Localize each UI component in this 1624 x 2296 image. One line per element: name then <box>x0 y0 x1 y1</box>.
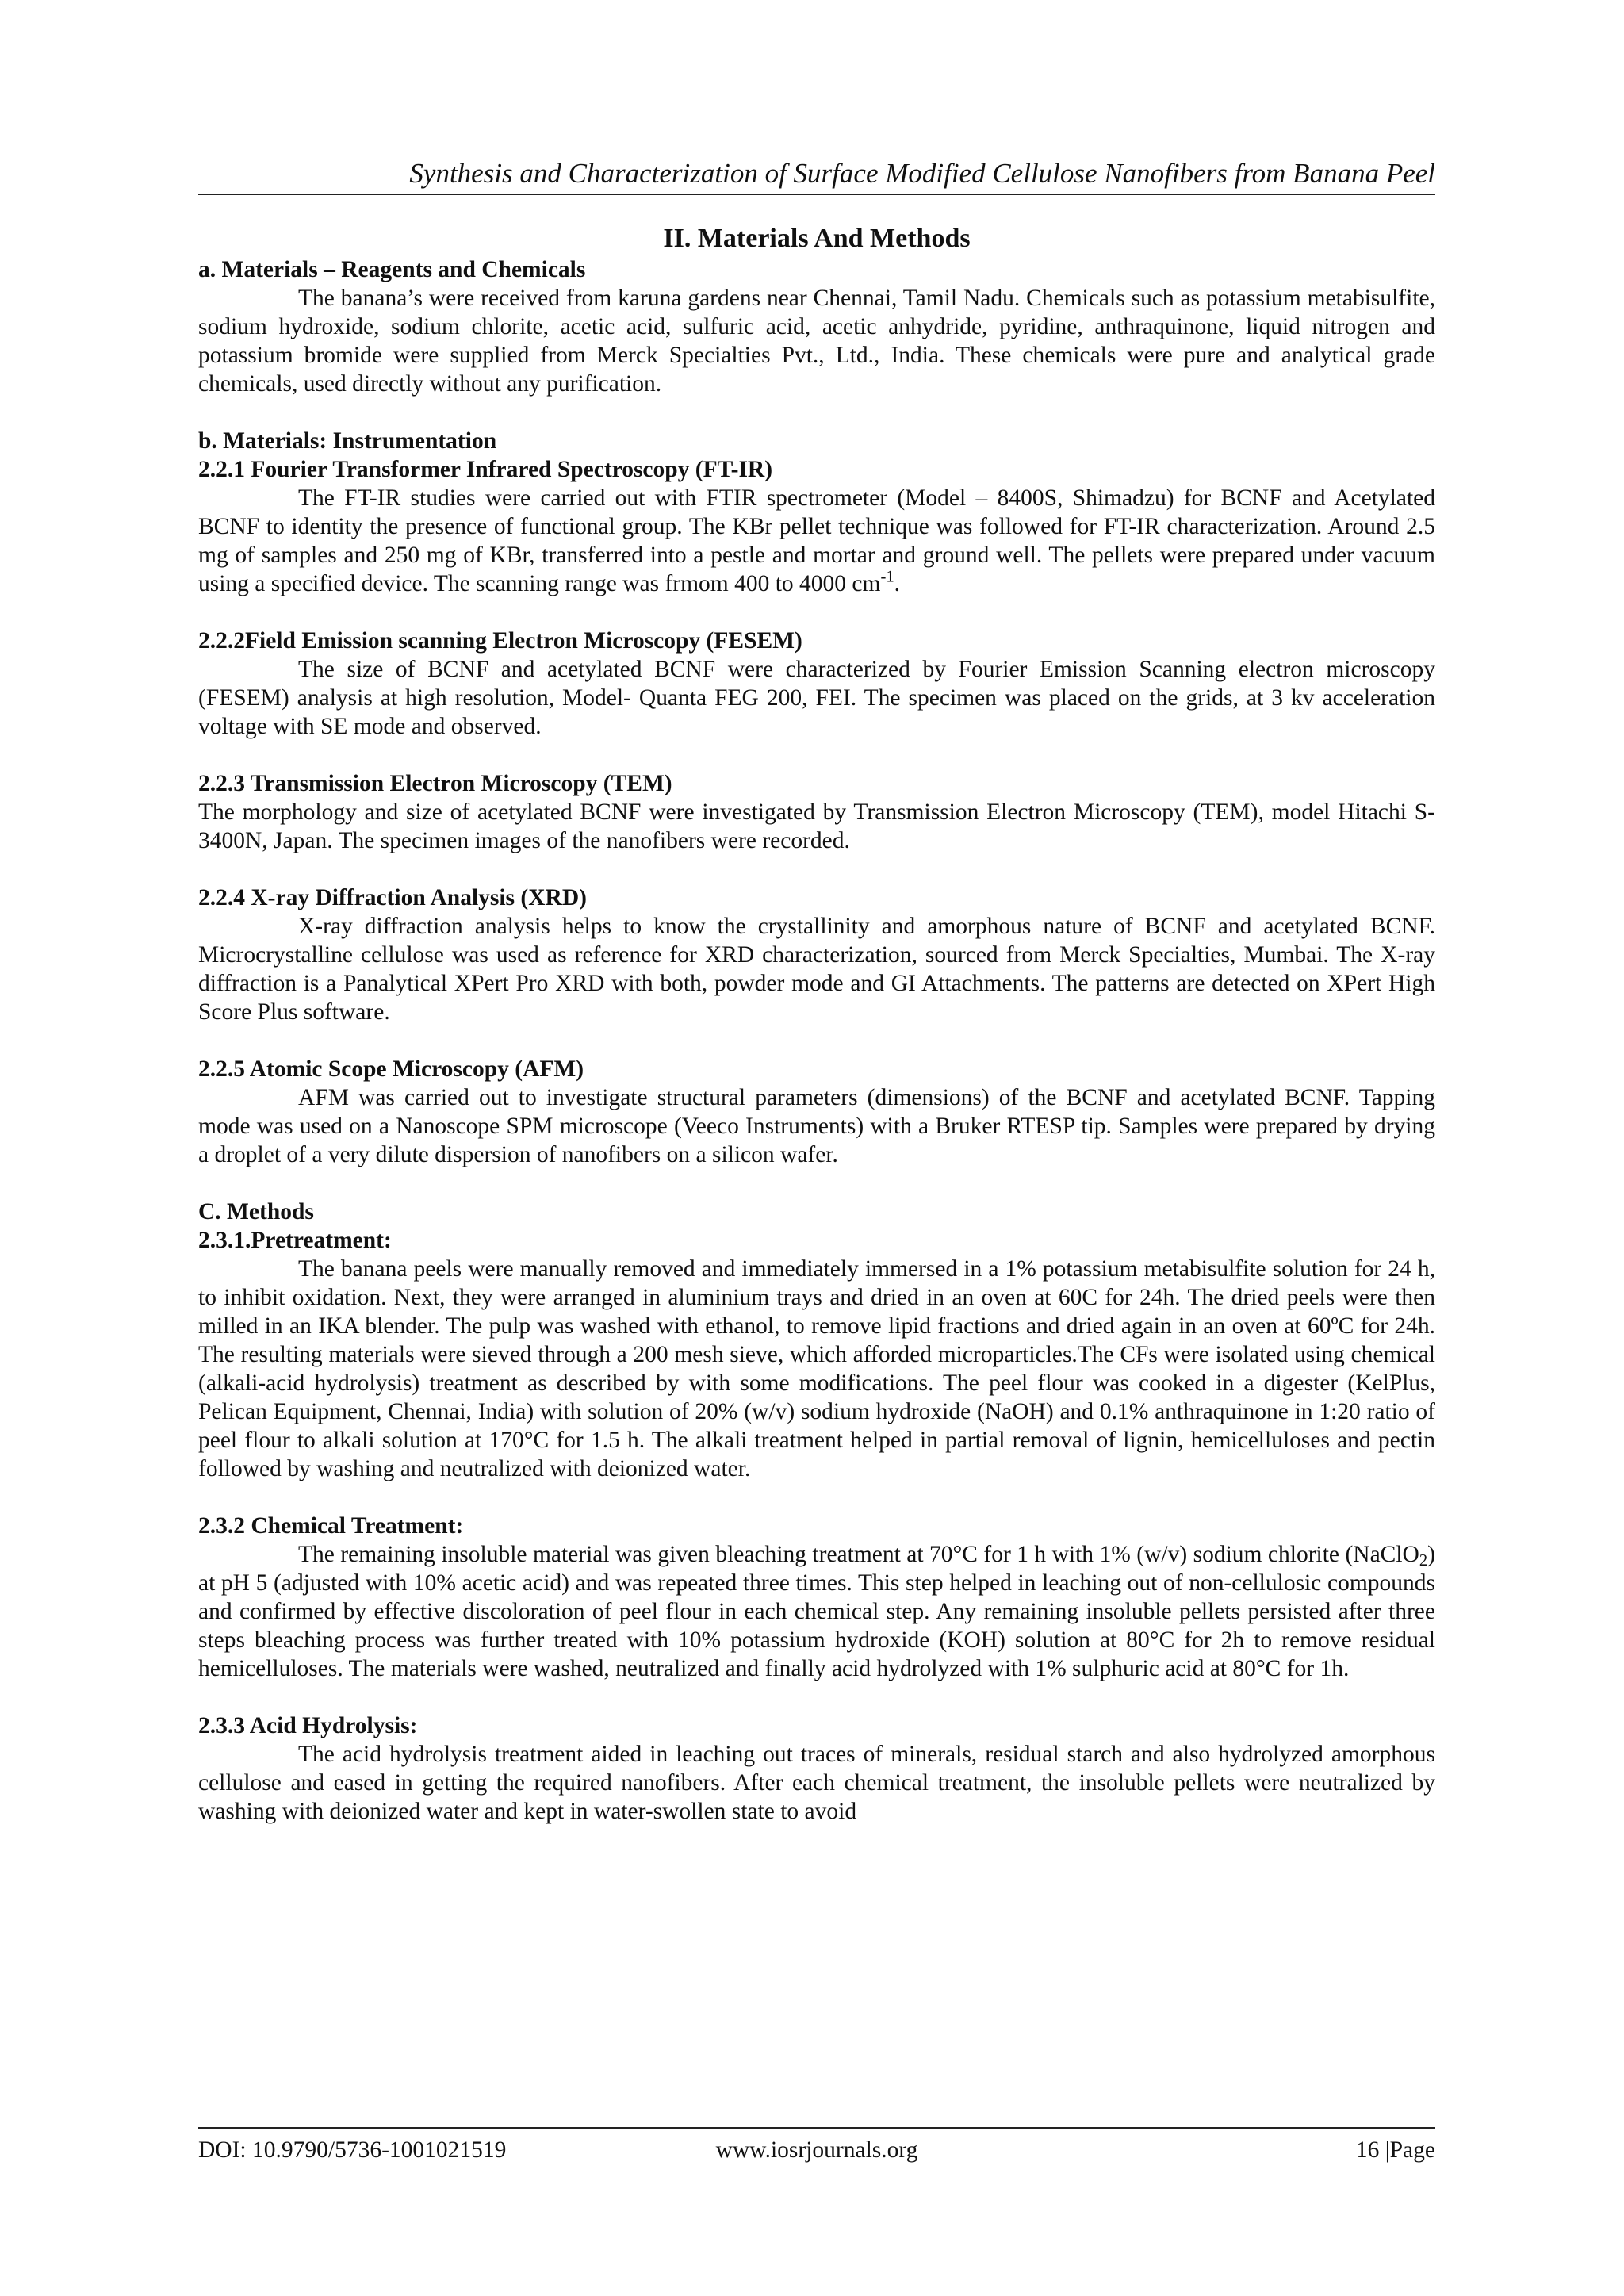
footer-site: www.iosrjournals.org <box>715 2137 918 2163</box>
heading-xrd: 2.2.4 X-ray Diffraction Analysis (XRD) <box>198 885 587 910</box>
para-ftir-text: The FT-IR studies were carried out with FTIR spectrometer (Model – 8400S, Shimadzu) for BCNF and Acetylated BCNF to identity the presence of functional group. The KBr pellet technique was followed for FT-IR characterization. Around 2.5 mg of samples and 250 mg of KBr, transferred into a pestle and mortar and ground well. The pellets were prepared under vacuum using a specified device. The scanning range was frmom 400 to 4000 cm <box>198 485 1435 596</box>
para-chemical-text-a: The remaining insoluble material was given bleaching treatment at 70°C for 1 h with 1% (w/v) sodium chlorite (NaClO <box>298 1542 1419 1567</box>
para-ftir-end: . <box>894 571 901 596</box>
para-materials: The banana’s were received from karuna gardens near Chennai, Tamil Nadu. Chemicals such as potassium metabisulfite, sodium hydroxide, sodium chlorite, acetic acid, sulfuric acid, acetic anhydride, pyridine, anthraquinone, liquid nitrogen and potassium bromide were supplied from Merck Specialties Pvt., Ltd., India. These chemicals were pure and analytical grade chemicals, used directly without any purification. <box>198 286 1435 397</box>
header-rule <box>198 194 1435 195</box>
footer-doi: DOI: 10.9790/5736-1001021519 <box>198 2137 507 2163</box>
para-fesem: The size of BCNF and acetylated BCNF were characterized by Fourier Emission Scanning electron microscopy (FESEM) analysis at high resolution, Model- Quanta FEG 200, FEI. The specimen was placed on the grids, at 3 kv acceleration voltage with SE mode and observed. <box>198 657 1435 739</box>
heading-afm: 2.2.5 Atomic Scope Microscopy (AFM) <box>198 1056 584 1082</box>
para-xrd: X-ray diffraction analysis helps to know the crystallinity and amorphous nature of BCNF and acetylated BCNF. Microcrystalline cellulose was used as reference for XRD characterization, sourced from Merck Specialties, Mumbai. The X-ray diffraction is a Panalytical XPert Pro XRD with both, powder mode and GI Attachments. The patterns are detected on XPert High Score Plus software. <box>198 914 1435 1025</box>
para-ftir <box>198 484 1435 598</box>
page-body <box>198 222 1435 1826</box>
para-tem: The morphology and size of acetylated BCNF were investigated by Transmission Electron Microscopy (TEM), model Hitachi S-3400N, Japan. The specimen images of the nanofibers were recorded. <box>198 799 1435 853</box>
footer-rule <box>198 2127 1435 2129</box>
heading-tem: 2.2.3 Transmission Electron Microscopy (TEM) <box>198 771 672 796</box>
heading-fesem: 2.2.2Field Emission scanning Electron Microscopy (FESEM) <box>198 628 802 654</box>
heading-methods: C. Methods <box>198 1199 314 1225</box>
page-footer <box>198 2133 1435 2167</box>
heading-instrumentation: b. Materials: Instrumentation <box>198 428 497 454</box>
subscript-two: 2 <box>1419 1552 1428 1570</box>
heading-ftir: 2.2.1 Fourier Transformer Infrared Spectroscopy (FT-IR) <box>198 457 773 482</box>
superscript-minus-one: -1 <box>880 568 894 586</box>
heading-materials-reagents: a. Materials – Reagents and Chemicals <box>198 257 586 282</box>
heading-acid-hydrolysis: 2.3.3 Acid Hydrolysis: <box>198 1713 418 1738</box>
footer-page-number: 16 |Page <box>1355 2137 1435 2163</box>
heading-pretreatment: 2.3.1.Pretreatment: <box>198 1228 392 1253</box>
running-head: Synthesis and Characterization of Surface Modified Cellulose Nanofibers from Banana Peel <box>409 158 1435 189</box>
para-chemical-text-b: ) at pH 5 (adjusted with 10% acetic acid) and was repeated three times. This step helped in leaching out of non-cellulosic compounds and confirmed by effective discoloration of peel flour in each chemical step. Any remaining insoluble pellets persisted after three steps bleaching process was further treated with 10% potassium hydroxide (KOH) solution at 80°C for 2h to remove residual hemicelluloses. The materials were washed, neutralized and finally acid hydrolyzed with 1% sulphuric acid at 80°C for 1h. <box>198 1542 1435 1681</box>
para-chemical-treatment <box>198 1540 1435 1683</box>
para-acid-hydrolysis: The acid hydrolysis treatment aided in leaching out traces of minerals, residual starch and also hydrolyzed amorphous cellulose and eased in getting the required nanofibers. After each chemical treatment, the insoluble pellets were neutralized by washing with deionized water and kept in water-swollen state to avoid <box>198 1742 1435 1824</box>
section-title: II. Materials And Methods <box>663 224 971 253</box>
heading-chemical-treatment: 2.3.2 Chemical Treatment: <box>198 1513 464 1539</box>
para-pretreatment: The banana peels were manually removed and immediately immersed in a 1% potassium metabisulfite solution for 24 h, to inhibit oxidation. Next, they were arranged in aluminium trays and dried in an oven at 60C for 24h. The dried peels were then milled in an IKA blender. The pulp was washed with ethanol, to remove lipid fractions and dried again in an oven at 60ºC for 24h. The resulting materials were sieved through a 200 mesh sieve, which afforded microparticles.The CFs were isolated using chemical (alkali-acid hydrolysis) treatment as described by with some modifications. The peel flour was cooked in a digester (KelPlus, Pelican Equipment, Chennai, India) with solution of 20% (w/v) sodium hydroxide (NaOH) and 0.1% anthraquinone in 1:20 ratio of peel flour to alkali solution at 170°C for 1.5 h. The alkali treatment helped in partial removal of lignin, hemicelluloses and pectin followed by washing and neutralized with deionized water. <box>198 1256 1435 1481</box>
para-afm: AFM was carried out to investigate structural parameters (dimensions) of the BCNF and acetylated BCNF. Tapping mode was used on a Nanoscope SPM microscope (Veeco Instruments) with a Bruker RTESP tip. Samples were prepared by drying a droplet of a very dilute dispersion of nanofibers on a silicon wafer. <box>198 1085 1435 1167</box>
